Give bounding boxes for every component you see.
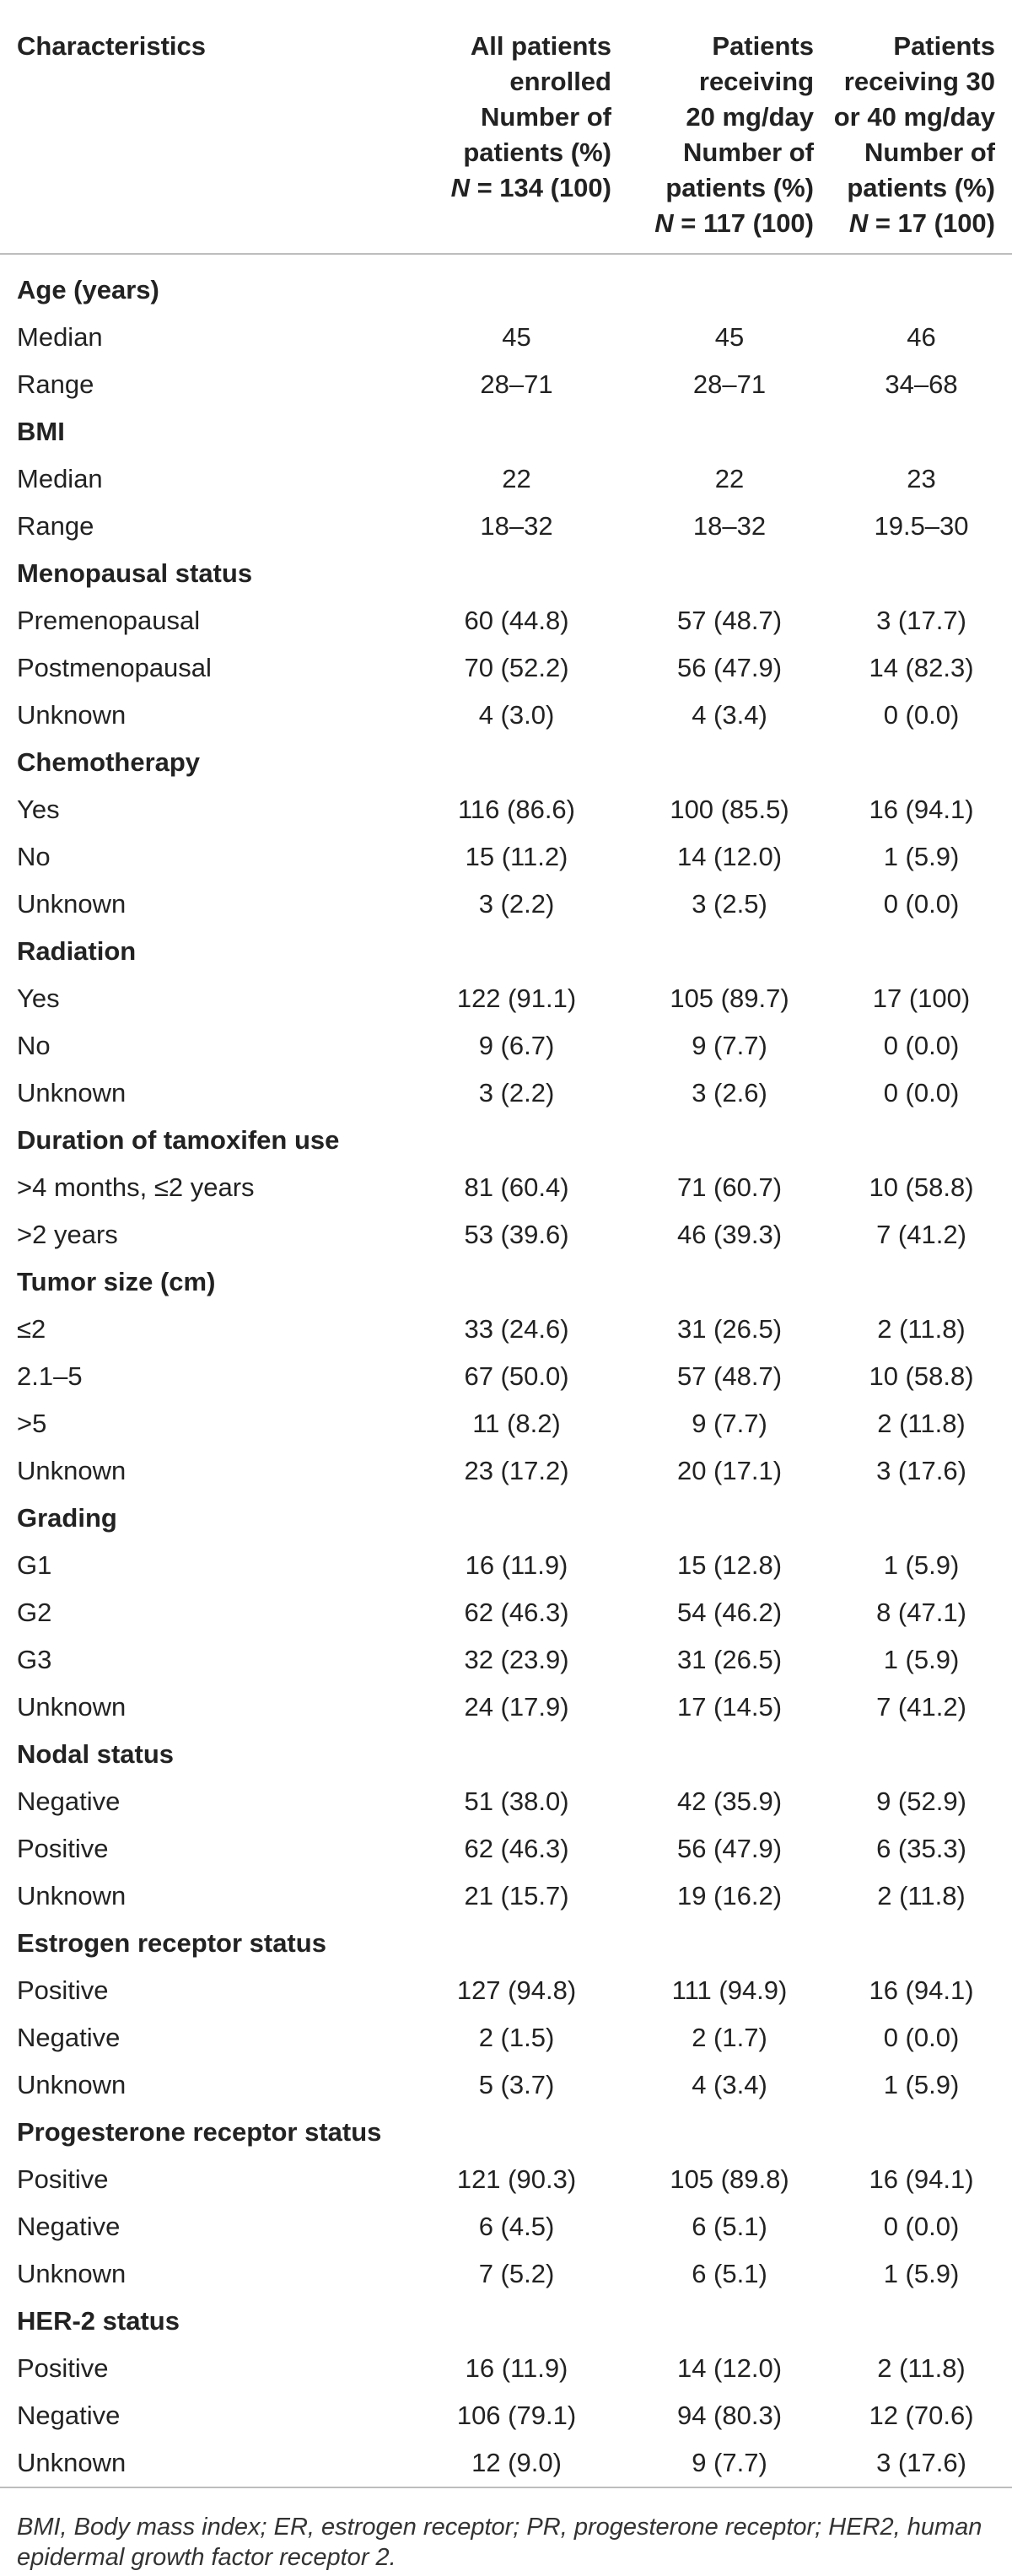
table-row: [0, 2250, 1012, 2298]
section-header-row: [0, 1731, 1012, 1778]
section-label: Tumor size (cm): [17, 1267, 216, 1296]
cell-value: 60 (44.8): [464, 606, 569, 635]
header-line: Number of: [864, 137, 995, 167]
row-label: 2.1–5: [17, 1361, 83, 1391]
cell-value: 16 (94.1): [869, 2164, 974, 2194]
row-label: Negative: [17, 2023, 121, 2052]
cell-value: 3 (2.2): [478, 1078, 555, 1107]
cell-value: 16 (94.1): [869, 795, 974, 824]
cell-value: 0 (0.0): [883, 1031, 960, 1060]
cell-value: 6 (5.1): [692, 2212, 767, 2241]
table-row: [0, 597, 1012, 644]
cell-value: 3 (2.5): [692, 889, 767, 919]
cell-value: 3 (2.2): [478, 889, 555, 919]
section-header-row: [0, 928, 1012, 975]
cell-value: 105 (89.8): [670, 2164, 789, 2194]
cell-value: 7 (41.2): [876, 1220, 966, 1249]
section-header-row: [0, 1920, 1012, 1967]
row-label: No: [17, 842, 51, 871]
row-label: Unknown: [17, 2070, 126, 2099]
cell-value: 32 (23.9): [464, 1645, 569, 1674]
cell-value: 23: [907, 464, 936, 493]
row-label: Positive: [17, 1975, 109, 2005]
cell-value: 10 (58.8): [869, 1172, 974, 1202]
cell-value: 1 (5.9): [883, 1645, 960, 1674]
cell-value: 20 (17.1): [676, 1456, 783, 1485]
row-label: Negative: [17, 2401, 121, 2430]
row-label: >4 months, ≤2 years: [17, 1172, 255, 1202]
header-line: patients (%): [463, 137, 611, 167]
cell-value: 71 (60.7): [676, 1172, 783, 1202]
row-label: Unknown: [17, 889, 126, 919]
cell-value: 56 (47.9): [676, 653, 783, 682]
table-row: [0, 1447, 1012, 1495]
cell-value: 22: [714, 464, 745, 493]
row-label: Positive: [17, 1834, 109, 1863]
table-row: [0, 786, 1012, 833]
section-label: Age (years): [17, 275, 159, 304]
table-row: [0, 2156, 1012, 2203]
header-line: patients (%): [665, 173, 814, 202]
section-label: Menopausal status: [17, 558, 253, 588]
cell-value: 15 (12.8): [676, 1550, 783, 1580]
cell-value: 121 (90.3): [456, 2164, 577, 2194]
cell-value: 116 (86.6): [457, 795, 575, 824]
table-body: [0, 254, 1012, 2487]
cell-value: 2 (11.8): [877, 1314, 966, 1344]
header-line: enrolled: [509, 67, 611, 96]
table-row: [0, 2439, 1012, 2487]
cell-value: 23 (17.2): [464, 1456, 569, 1485]
cell-value: 17 (14.5): [676, 1692, 783, 1722]
cell-value: 0 (0.0): [883, 889, 960, 919]
cell-value: 62 (46.3): [464, 1598, 569, 1627]
cell-value: 21 (15.7): [464, 1881, 569, 1910]
table-row: [0, 314, 1012, 361]
cell-value: 14 (12.0): [676, 842, 783, 871]
cell-value: 14 (82.3): [869, 653, 974, 682]
table-row: [0, 1778, 1012, 1825]
row-label: Positive: [17, 2164, 109, 2194]
cell-value: 70 (52.2): [464, 653, 569, 682]
cell-value: 8 (47.1): [876, 1598, 966, 1627]
cell-value: 18–32: [480, 511, 553, 541]
table-row: [0, 503, 1012, 550]
header-line: patients (%): [847, 173, 995, 202]
cell-value: 22: [502, 464, 531, 493]
table-row: [0, 1306, 1012, 1353]
header-line: 20 mg/day: [686, 102, 814, 132]
header-line: Characteristics: [17, 31, 207, 61]
cell-value: 5 (3.7): [478, 2070, 555, 2099]
header-line: All patients: [470, 31, 611, 61]
cell-value: 51 (38.0): [464, 1786, 569, 1816]
cell-value: 9 (7.7): [692, 1031, 767, 1060]
cell-value: 6 (5.1): [692, 2259, 767, 2288]
section-header-row: [0, 550, 1012, 597]
cell-value: 7 (5.2): [478, 2259, 555, 2288]
header-line: receiving 30: [843, 67, 995, 96]
table-row: [0, 644, 1012, 692]
cell-value: 10 (58.8): [869, 1361, 974, 1391]
section-header-row: [0, 267, 1012, 314]
cell-value: 45: [714, 322, 745, 352]
section-label: BMI: [17, 417, 65, 446]
row-label: Unknown: [0, 2439, 405, 2487]
table-header: [0, 10, 1012, 254]
section-header-row: [0, 1117, 1012, 1164]
section-header-row: [0, 739, 1012, 786]
table-row: [0, 833, 1012, 881]
row-label: Postmenopausal: [17, 653, 212, 682]
table-row: [0, 2392, 1012, 2439]
table-row: [0, 1825, 1012, 1873]
cell-value: 46 (39.3): [676, 1220, 783, 1249]
cell-value: 6 (4.5): [478, 2212, 555, 2241]
section-label: Progesterone receptor status: [17, 2117, 382, 2147]
cell-value: 16 (11.9): [465, 1550, 568, 1580]
cell-value: 1 (5.9): [883, 2070, 960, 2099]
row-label: No: [17, 1031, 51, 1060]
cell-value: 81 (60.4): [464, 1172, 569, 1202]
cell-value: 0 (0.0): [883, 2212, 960, 2241]
cell-value: 12 (9.0): [405, 2439, 628, 2487]
row-label: >2 years: [17, 1220, 118, 1249]
cell-value: 0 (0.0): [883, 1078, 960, 1107]
section-label: HER-2 status: [17, 2306, 180, 2336]
row-label: Unknown: [17, 1456, 126, 1485]
cell-value: 2 (11.8): [877, 1409, 966, 1438]
row-label: Range: [17, 511, 94, 541]
cell-value: 62 (46.3): [464, 1834, 569, 1863]
cell-value: 0 (0.0): [883, 700, 960, 730]
table-row: [0, 1400, 1012, 1447]
row-label: Negative: [17, 1786, 121, 1816]
cell-value: 4 (3.0): [478, 700, 555, 730]
cell-value: 1 (5.9): [883, 2259, 960, 2288]
row-label: G1: [17, 1550, 52, 1580]
header-n-symbol: N: [450, 173, 470, 202]
row-label: Unknown: [17, 1881, 126, 1910]
row-label: Yes: [17, 795, 60, 824]
cell-value: 28–71: [480, 369, 553, 399]
cell-value: 31 (26.5): [676, 1645, 783, 1674]
row-label: Yes: [17, 984, 60, 1013]
header-characteristics: [0, 10, 405, 254]
row-label: Median: [17, 464, 103, 493]
header-line: receiving: [698, 67, 814, 96]
cell-value: 6 (35.3): [876, 1834, 966, 1863]
cell-value: 42 (35.9): [676, 1786, 783, 1816]
cell-value: 4 (3.4): [692, 2070, 767, 2099]
cell-value: 2 (11.8): [877, 1881, 966, 1910]
header-line: N = 117 (100): [654, 208, 814, 238]
cell-value: 31 (26.5): [676, 1314, 783, 1344]
cell-value: 18–32: [692, 511, 767, 541]
header-line: N = 17 (100): [848, 208, 995, 238]
table-row: [0, 1684, 1012, 1731]
cell-value: 9 (7.7): [692, 1409, 767, 1438]
cell-value: 9 (6.7): [478, 1031, 555, 1060]
section-label: Radiation: [17, 936, 137, 966]
section-header-row: [0, 2109, 1012, 2156]
table-row: [0, 1542, 1012, 1589]
cell-value: 24 (17.9): [464, 1692, 569, 1722]
cell-value: 1 (5.9): [883, 1550, 960, 1580]
row-label: Range: [17, 369, 94, 399]
cell-value: 106 (79.1): [456, 2401, 577, 2430]
cell-value: 100 (85.5): [670, 795, 789, 824]
cell-value: 14 (12.0): [676, 2353, 783, 2383]
cell-value: 45: [502, 322, 531, 352]
header-column-3: [831, 10, 1012, 254]
table-row: [0, 692, 1012, 739]
cell-value: 67 (50.0): [464, 1361, 569, 1391]
table-footnote: BMI, Body mass index; ER, estrogen receptor; PR, progesterone receptor; HER2, human epidermal growth factor receptor 2.: [17, 2514, 982, 2571]
section-label: Chemotherapy: [17, 747, 201, 777]
table-row: [0, 1070, 1012, 1117]
table-row: [0, 881, 1012, 928]
table-row: [0, 1589, 1012, 1636]
cell-value: 19 (16.2): [676, 1881, 783, 1910]
cell-value: 9 (52.9): [876, 1786, 966, 1816]
section-label: Nodal status: [17, 1739, 175, 1769]
cell-value: 57 (48.7): [676, 1361, 783, 1391]
table-row: [0, 361, 1012, 408]
table-row: [0, 1967, 1012, 2014]
cell-value: 17 (100): [872, 984, 971, 1013]
header-line: Number of: [481, 102, 611, 132]
cell-value: 127 (94.8): [456, 1975, 577, 2005]
header-column-1: [405, 10, 628, 254]
cell-value: 1 (5.9): [883, 842, 960, 871]
header-row: [0, 10, 1012, 254]
section-header-row: [0, 1495, 1012, 1542]
cell-value: 0 (0.0): [883, 2023, 960, 2052]
row-label: Unknown: [17, 1692, 126, 1722]
cell-value: 111 (94.9): [671, 1975, 788, 2005]
table-row: [0, 2203, 1012, 2250]
cell-value: 4 (3.4): [692, 700, 767, 730]
cell-value: 122 (91.1): [456, 984, 577, 1013]
cell-value: 56 (47.9): [676, 1834, 783, 1863]
row-label: G2: [17, 1598, 52, 1627]
cell-value: 33 (24.6): [464, 1314, 569, 1344]
table-row: [0, 1636, 1012, 1684]
cell-value: 3 (17.6): [831, 2439, 1012, 2487]
cell-value: 11 (8.2): [472, 1409, 561, 1438]
row-label: G3: [17, 1645, 52, 1674]
cell-value: 9 (7.7): [628, 2439, 831, 2487]
row-label: ≤2: [17, 1314, 46, 1344]
cell-value: 54 (46.2): [676, 1598, 783, 1627]
row-label: Premenopausal: [17, 606, 201, 635]
table-row: [0, 1164, 1012, 1211]
section-label: Estrogen receptor status: [17, 1928, 326, 1958]
cell-value: 105 (89.7): [670, 984, 789, 1013]
cell-value: 2 (1.5): [478, 2023, 555, 2052]
table-row: [0, 1022, 1012, 1070]
cell-value: 16 (11.9): [465, 2353, 568, 2383]
section-header-row: [0, 408, 1012, 455]
row-label: Positive: [17, 2353, 109, 2383]
row-label: Negative: [17, 2212, 121, 2241]
table-row: [0, 2061, 1012, 2109]
table-row: [0, 2345, 1012, 2392]
cell-value: 57 (48.7): [676, 606, 783, 635]
row-label: Median: [17, 322, 103, 352]
header-column-2: [628, 10, 831, 254]
cell-value: 19.5–30: [874, 511, 969, 541]
header-n-symbol: N: [848, 208, 869, 238]
section-header-row: [0, 2298, 1012, 2345]
cell-value: 34–68: [885, 369, 958, 399]
section-label: Grading: [17, 1503, 117, 1533]
cell-value: 53 (39.6): [464, 1220, 569, 1249]
row-label: >5: [17, 1409, 47, 1438]
table-row: [0, 1211, 1012, 1258]
cell-value: 15 (11.2): [465, 842, 568, 871]
header-line: or 40 mg/day: [833, 102, 995, 132]
header-line: N = 134 (100): [450, 173, 611, 202]
row-label: Unknown: [17, 2259, 126, 2288]
table-row: [0, 1873, 1012, 1920]
header-n-symbol: N: [654, 208, 674, 238]
cell-value: 12 (70.6): [869, 2401, 974, 2430]
patient-characteristics-table: [0, 10, 1012, 2488]
table-row: [0, 1353, 1012, 1400]
header-line: Patients: [712, 31, 814, 61]
section-label: Duration of tamoxifen use: [17, 1125, 340, 1155]
table-row: [0, 975, 1012, 1022]
section-header-row: [0, 1258, 1012, 1306]
cell-value: 7 (41.2): [876, 1692, 966, 1722]
cell-value: 28–71: [692, 369, 767, 399]
cell-value: 3 (17.6): [876, 1456, 966, 1485]
cell-value: 46: [907, 322, 936, 352]
cell-value: 94 (80.3): [676, 2401, 783, 2430]
cell-value: 3 (17.7): [876, 606, 966, 635]
cell-value: 2 (11.8): [877, 2353, 966, 2383]
header-line: Number of: [683, 137, 814, 167]
table-row: [0, 455, 1012, 503]
row-label: Unknown: [17, 1078, 126, 1107]
row-label: Unknown: [17, 700, 126, 730]
cell-value: 3 (2.6): [692, 1078, 767, 1107]
cell-value: 2 (1.7): [692, 2023, 767, 2052]
table-row: [0, 2014, 1012, 2061]
cell-value: 16 (94.1): [869, 1975, 974, 2005]
spacer-row: [0, 254, 1012, 267]
header-line: Patients: [893, 31, 995, 61]
